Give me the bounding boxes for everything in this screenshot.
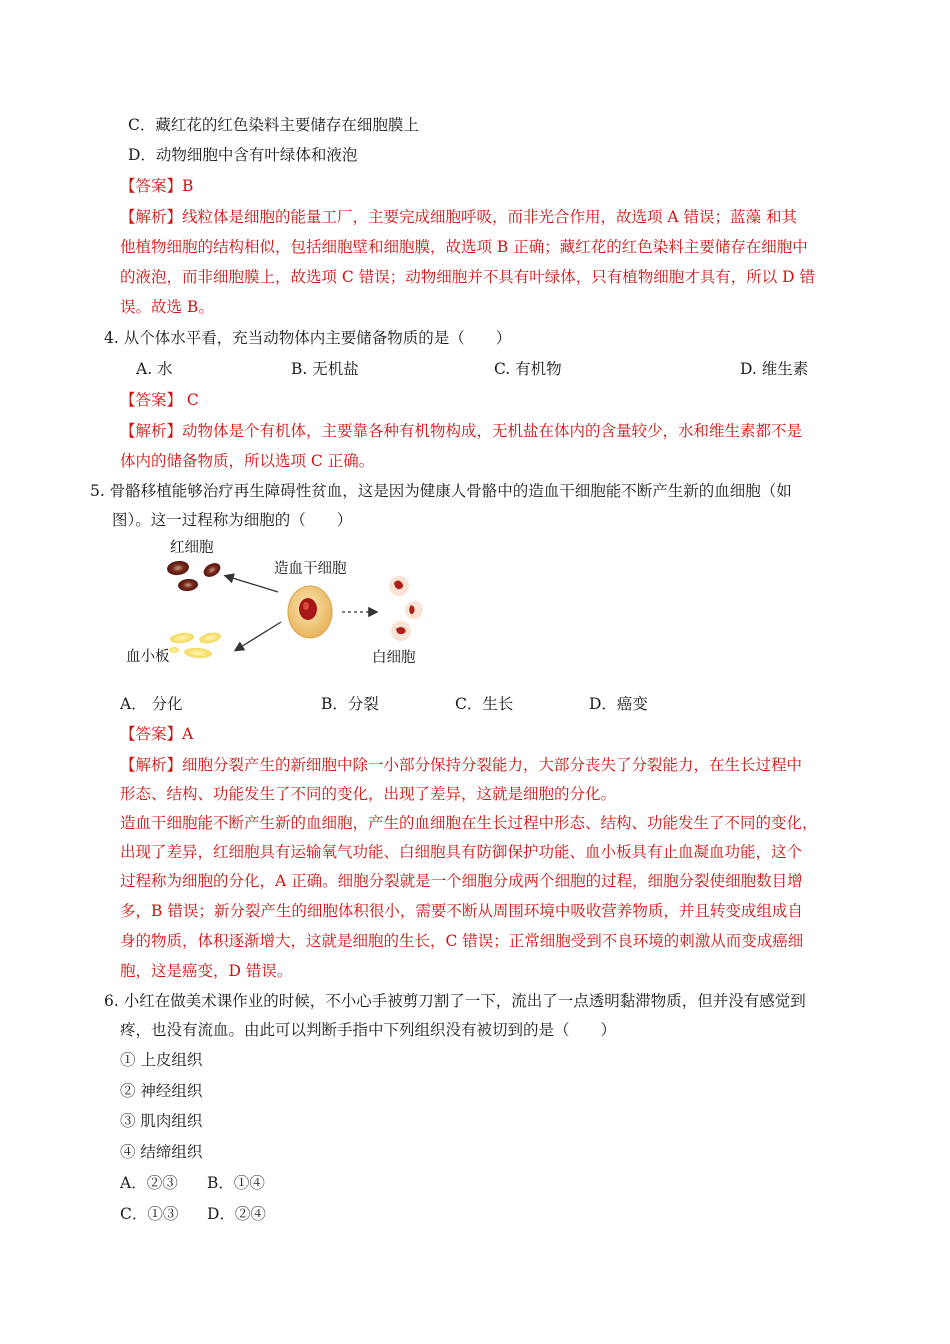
q4-option-d: D. 维生素 xyxy=(740,360,809,378)
q6-option-d: D．②④ xyxy=(207,1205,266,1223)
q5-stem-line: 5. 骨骼移植能够治疗再生障碍性贫血，这是因为健康人骨骼中的造血干细胞能不断产生新的血细胞（如 xyxy=(90,482,792,500)
q6-item: ④ 结缔组织 xyxy=(120,1143,203,1161)
label-platelet: 血小板 xyxy=(126,649,170,665)
red-blood-cells xyxy=(166,560,223,592)
q4-analysis-line: 【解析】动物体是个有机体，主要靠各种有机物构成，无机盐在体内的含量较少，水和维生素都不是 xyxy=(120,422,803,440)
arrow-to-rbc xyxy=(226,576,278,592)
q6-option-b: B．①④ xyxy=(207,1174,265,1192)
q5-analysis-line: 造血干细胞能不断产生新的血细胞，产生的血细胞在生长过程中形态、结构、功能发生了不同的变化， xyxy=(120,814,818,832)
q5-option-d: D．癌变 xyxy=(589,695,648,713)
q4-answer: 【答案】 C xyxy=(120,391,199,409)
q5-analysis-line: 出现了差异，红细胞具有运输氧气功能、白细胞具有防御保护功能、血小板具有止血凝血功能，这个 xyxy=(120,843,803,861)
q6-stem-line: 疼，也没有流血。由此可以判断手指中下列组织没有被切到的是（ ） xyxy=(120,1021,617,1039)
q3-answer: 【答案】B xyxy=(120,177,194,195)
q5-analysis-line: 【解析】细胞分裂产生的新细胞中除一小部分保持分裂能力，大部分丧失了分裂能力，在生长过程中 xyxy=(120,756,803,774)
q5-answer: 【答案】A xyxy=(120,725,194,743)
q4-analysis-line: 体内的储备物质，所以选项 C 正确。 xyxy=(120,452,375,470)
stem-cell xyxy=(288,586,332,638)
q4-stem: 4. 从个体水平看，充当动物体内主要储备物质的是（ ） xyxy=(104,329,512,347)
q5-option-c: C．生长 xyxy=(455,695,514,713)
q5-analysis-line: 身的物质，体积逐渐增大，这就是细胞的生长，C 错误；正常细胞受到不良环境的刺激从而变成癌细 xyxy=(120,932,804,950)
q6-option-a: A．②③ xyxy=(120,1174,178,1192)
q5-analysis-line: 多，B 错误；新分裂产生的细胞体积很小，需要不断从周围环境中吸收营养物质，并且转变成组成自 xyxy=(120,902,803,920)
stem-cell-diagram xyxy=(118,532,438,672)
q6-item: ② 神经组织 xyxy=(120,1082,203,1100)
q3-analysis-line: 他植物细胞的结构相似，包括细胞壁和细胞膜，故选项 B 正确；藏红花的红色染料主要储存在细胞中 xyxy=(120,238,808,256)
q5-option-b: B．分裂 xyxy=(321,695,379,713)
q5-analysis-line: 形态、结构、功能发生了不同的变化，出现了差异，这就是细胞的分化。 xyxy=(120,785,617,803)
label-stem-cell: 造血干细胞 xyxy=(274,561,347,577)
label-white-blood-cell: 白细胞 xyxy=(372,650,416,666)
q6-stem-line: 6. 小红在做美术课作业的时候，不小心手被剪刀割了一下，流出了一点透明黏滞物质，但并没有感觉到 xyxy=(104,992,806,1010)
q3-option-d: D．动物细胞中含有叶绿体和液泡 xyxy=(128,146,358,164)
q4-option-b: B. 无机盐 xyxy=(291,360,359,378)
label-red-blood-cell: 红细胞 xyxy=(170,540,214,556)
q3-analysis-line: 【解析】线粒体是细胞的能量工厂，主要完成细胞呼吸，而非光合作用，故选项 A 错误；蓝藻 和其 xyxy=(120,208,797,226)
q5-stem-line: 图）。这一过程称为细胞的（ ） xyxy=(112,511,353,529)
q3-analysis-line: 误。故选 B。 xyxy=(120,298,214,316)
arrow-to-platelet xyxy=(236,622,281,650)
q3-option-c: C．藏红花的红色染料主要储存在细胞膜上 xyxy=(128,116,419,134)
q6-option-c: C．①③ xyxy=(120,1205,179,1223)
platelets xyxy=(169,631,222,659)
white-blood-cells xyxy=(389,576,423,641)
q6-item: ③ 肌肉组织 xyxy=(120,1112,203,1130)
q5-option-a: A． 分化 xyxy=(120,695,183,713)
q5-analysis-line: 胞，这是癌变，D 错误。 xyxy=(120,962,293,980)
q4-option-c: C. 有机物 xyxy=(494,360,562,378)
q6-item: ① 上皮组织 xyxy=(120,1051,203,1069)
q4-option-a: A. 水 xyxy=(136,360,173,378)
q5-analysis-line: 过程称为细胞的分化，A 正确。细胞分裂就是一个细胞分成两个细胞的过程，细胞分裂使细胞数目增 xyxy=(120,872,803,890)
q3-analysis-line: 的液泡，而非细胞膜上，故选项 C 错误；动物细胞并不具有叶绿体，只有植物细胞才具有，所以 D 错 xyxy=(120,268,815,286)
